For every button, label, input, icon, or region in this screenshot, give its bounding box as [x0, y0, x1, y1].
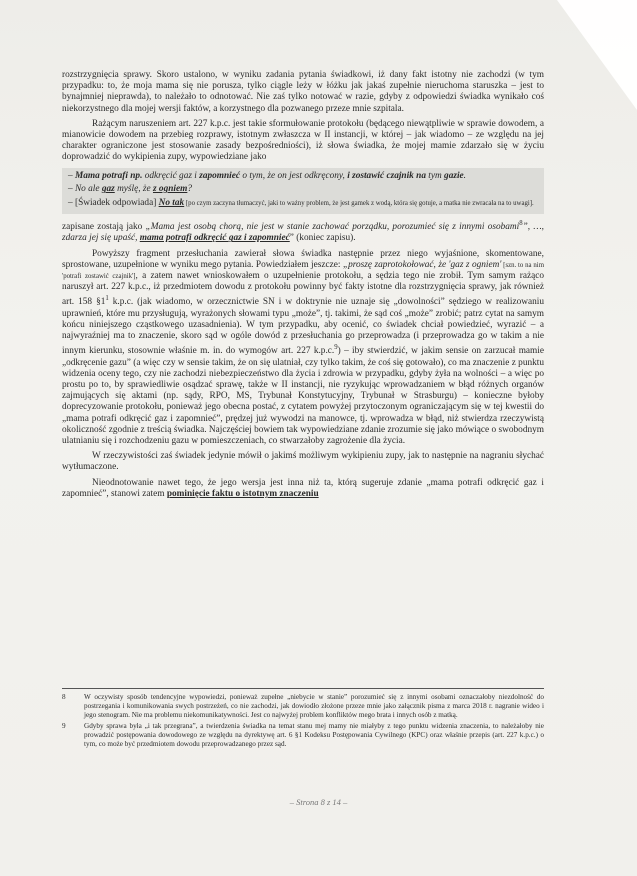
- page-number: – Strona 8 z 14 –: [289, 797, 348, 807]
- paragraph-6: Nieodnotowanie nawet tego, że jego wersja jest inna niż ta, którą sugeruje zdanie „mama potrafi odkręcić gaz i zapomnieć”, stanowi zatem pominięcie faktu o istotnym znaczeniu: [62, 477, 544, 499]
- quote-box: [62, 168, 544, 215]
- paragraph-4: Powyższy fragment przesłuchania zawierał słowa świadka następnie przez niego wyjaśnione, skomentowane, sprostowane, uzupełnione w wyniku mego pytania. Powiedziałem jeszcze: „proszę zaprotokołować, że 'gaz z ogniem' [szn. to na nim 'potrafi zostawić czajnik'], a zatem nawet wnioskowałem o uzupełnienie protokołu, a sędzia tego nie zrobił. Tym samym rażąco naruszył art. 227 k.p.c., iż przedmiotem dowodu z protokołu powinny być fakty istotne dla rozstrzygnięcia sprawy, jak również art. 158 $\S 1^1$ k.p.c. (jak wiadomo, w orzecznictwie SN i w doktrynie nie uznaje się „dowolności” sędziego w realizowaniu uprawnień, które mu przysługują, wyrażonych słowami typu „może”, tj. takimi, że sąd coś „może” zrobić; patrz cytat na samym końcu niniejszego cząstkowego uzasadnienia). W tym przypadku, aby ocenić, co świadek chciał powiedzieć, wyrazić – a najwyraźniej ma to znaczenie, skoro sąd w ogóle dowód z przesłuchania go przeprowadza (i przeprowadza go w takim a nie innym kierunku, stosownie właśnie m. in. do wymogów art. 227 k.p.c.$^9$) – iby stwierdzić, w jakim sensie on zarzucał mamie „odkręcenie gazu” (a więc czy w sensie takim, że on się ulatniał, czy tylko takim, że coś się gotowało), co ma znaczenie z punktu widzenia oceny tego, czy nie zachodzi niebezpieczeństwo dla życia i zdrowia w przypadku, gdyby żyła na wolności – a więc po prostu po to, by sprawiedliwie osądzać sprawę, także w II instancji, nie ryzykując wprowadzaniem w błąd różnych organów zajmujących się aktami (np. sądy, RPO, MS, Trybunał Konstytucyjny, Trybunał w Strasburgu) – konieczne byłoby doprecyzowanie protokołu, ponieważ jego obecna postać, z cytatem powyżej przytoczonym ograniczającym się w tej kwestii do „mama potrafi odkręcić gaz i zapomnieć”, prędzej już wywodzi na manowce, tj. wprowadza w błąd, niż stwierdza rzeczywistą okoliczność zgodnie z treścią świadka. Najczęściej bowiem tak wypowiedziane zdanie zrozumie się jako mówiące o swobodnym ulatnianiu się i rozchodzeniu gazu w pomieszczeniach, co stwarzałoby zagrożenie dla życia.: [62, 248, 544, 447]
- footnotes: [62, 688, 544, 751]
- document-body: [62, 70, 544, 504]
- footnote-9: 9 Gdyby sprawa była „i tak przegrana”, a twierdzenia świadka na temat stanu mej mamy nie miałyby z tego punktu widzenia znaczenia, to należałoby nie prowadzić postępowania dowodowego ze względu na dyrektywę art. 6 §1 Kodeksu Postępowania Cywilnego (KPC) oraz właśnie przepis (art. 227 k.p.c.) o tym, co może być przedmiotem dowodu przeprowadzanego przez sąd.: [62, 722, 544, 748]
- paragraph-3: zapisane zostają jako „Mama jest osobą chorą, nie jest w stanie zachować porządku, porozumieć się z innymi osobami$^8$”, …, zdarza jej się upaść, mama potrafi odkręcić gaz i zapomnieć” (koniec zapisu).: [62, 220, 544, 244]
- paragraph-1: rozstrzygnięcia sprawy. Skoro ustalono, w wyniku zadania pytania świadkowi, iż dany fakt istotny nie zachodzi (w tym przypadku: to, że moja mama się nie porusza, tylko ciągle leży w łóżku jak jakaś zupełnie nieruchoma staruszka – jest to bynajmniej nieprawda), to należało to odnotować. Nie zaś tylko notować w razie, gdyby z odpowiedzi świadka wynikało coś niekorzystnego dla mojej wersji faktów, a korzystnego dla pozwanego przeze mnie szpitala.: [62, 70, 544, 114]
- quote-line-3: – [Świadek odpowiada] No tak [po czym zaczyna tłumaczyć, jaki to ważny problem, że jest gamek z wodą, która się gotuje, a matka nie zwracała na to uwagi].: [68, 197, 534, 208]
- footnote-ref-9: 9: [334, 344, 338, 352]
- quote-line-1: – Mama potrafi np. odkręcić gaz i zapomnieć o tym, że on jest odkręcony, i zostawić czajnik na tym gazie.: [68, 170, 466, 181]
- page-fold: [557, 0, 637, 110]
- quote-line-2: – No ale gaz myślę, że z ogniem?: [68, 184, 192, 195]
- footnote-8: 8 W oczywisty sposób tendencyjne wypowiedzi, ponieważ zupełne „niebycie w stanie” porozumieć się z innymi osobami oznaczałoby niezdolność do postrzegania i komunikowania swych postrzeżeń, co nie zachodzi, jak dowiodło złożone przeze mnie jako załącznik pisma z marca 2018 r. nagranie wideo i jego stenogram. Nie ma problemu niekomunikatywności. Jest co najwyżej problem konfliktów mego brata i innych osób z matką.: [62, 693, 544, 719]
- paragraph-2: Rażącym naruszeniem art. 227 k.p.c. jest takie sformułowanie protokołu (będącego niewątpliwie w sprawie dowodem, a mianowicie dowodem na przebieg rozprawy, istotnym zwłaszcza w II instancji, w której – jak wiadomo – ze względu na jej charakter ograniczone jest stosowanie zasady bezpośredniości), iż słowa świadka, że mojej mamie zdarzało się w życiu doprowadzić do wykipienia zupy, wypowiedziane jako: [62, 118, 544, 163]
- paragraph-5: W rzeczywistości zaś świadek jedynie mówił o jakimś możliwym wykipieniu zupy, jak to następnie na nagraniu słychać wytłumaczone.: [62, 451, 544, 473]
- footnote-ref-8: 8: [519, 220, 523, 228]
